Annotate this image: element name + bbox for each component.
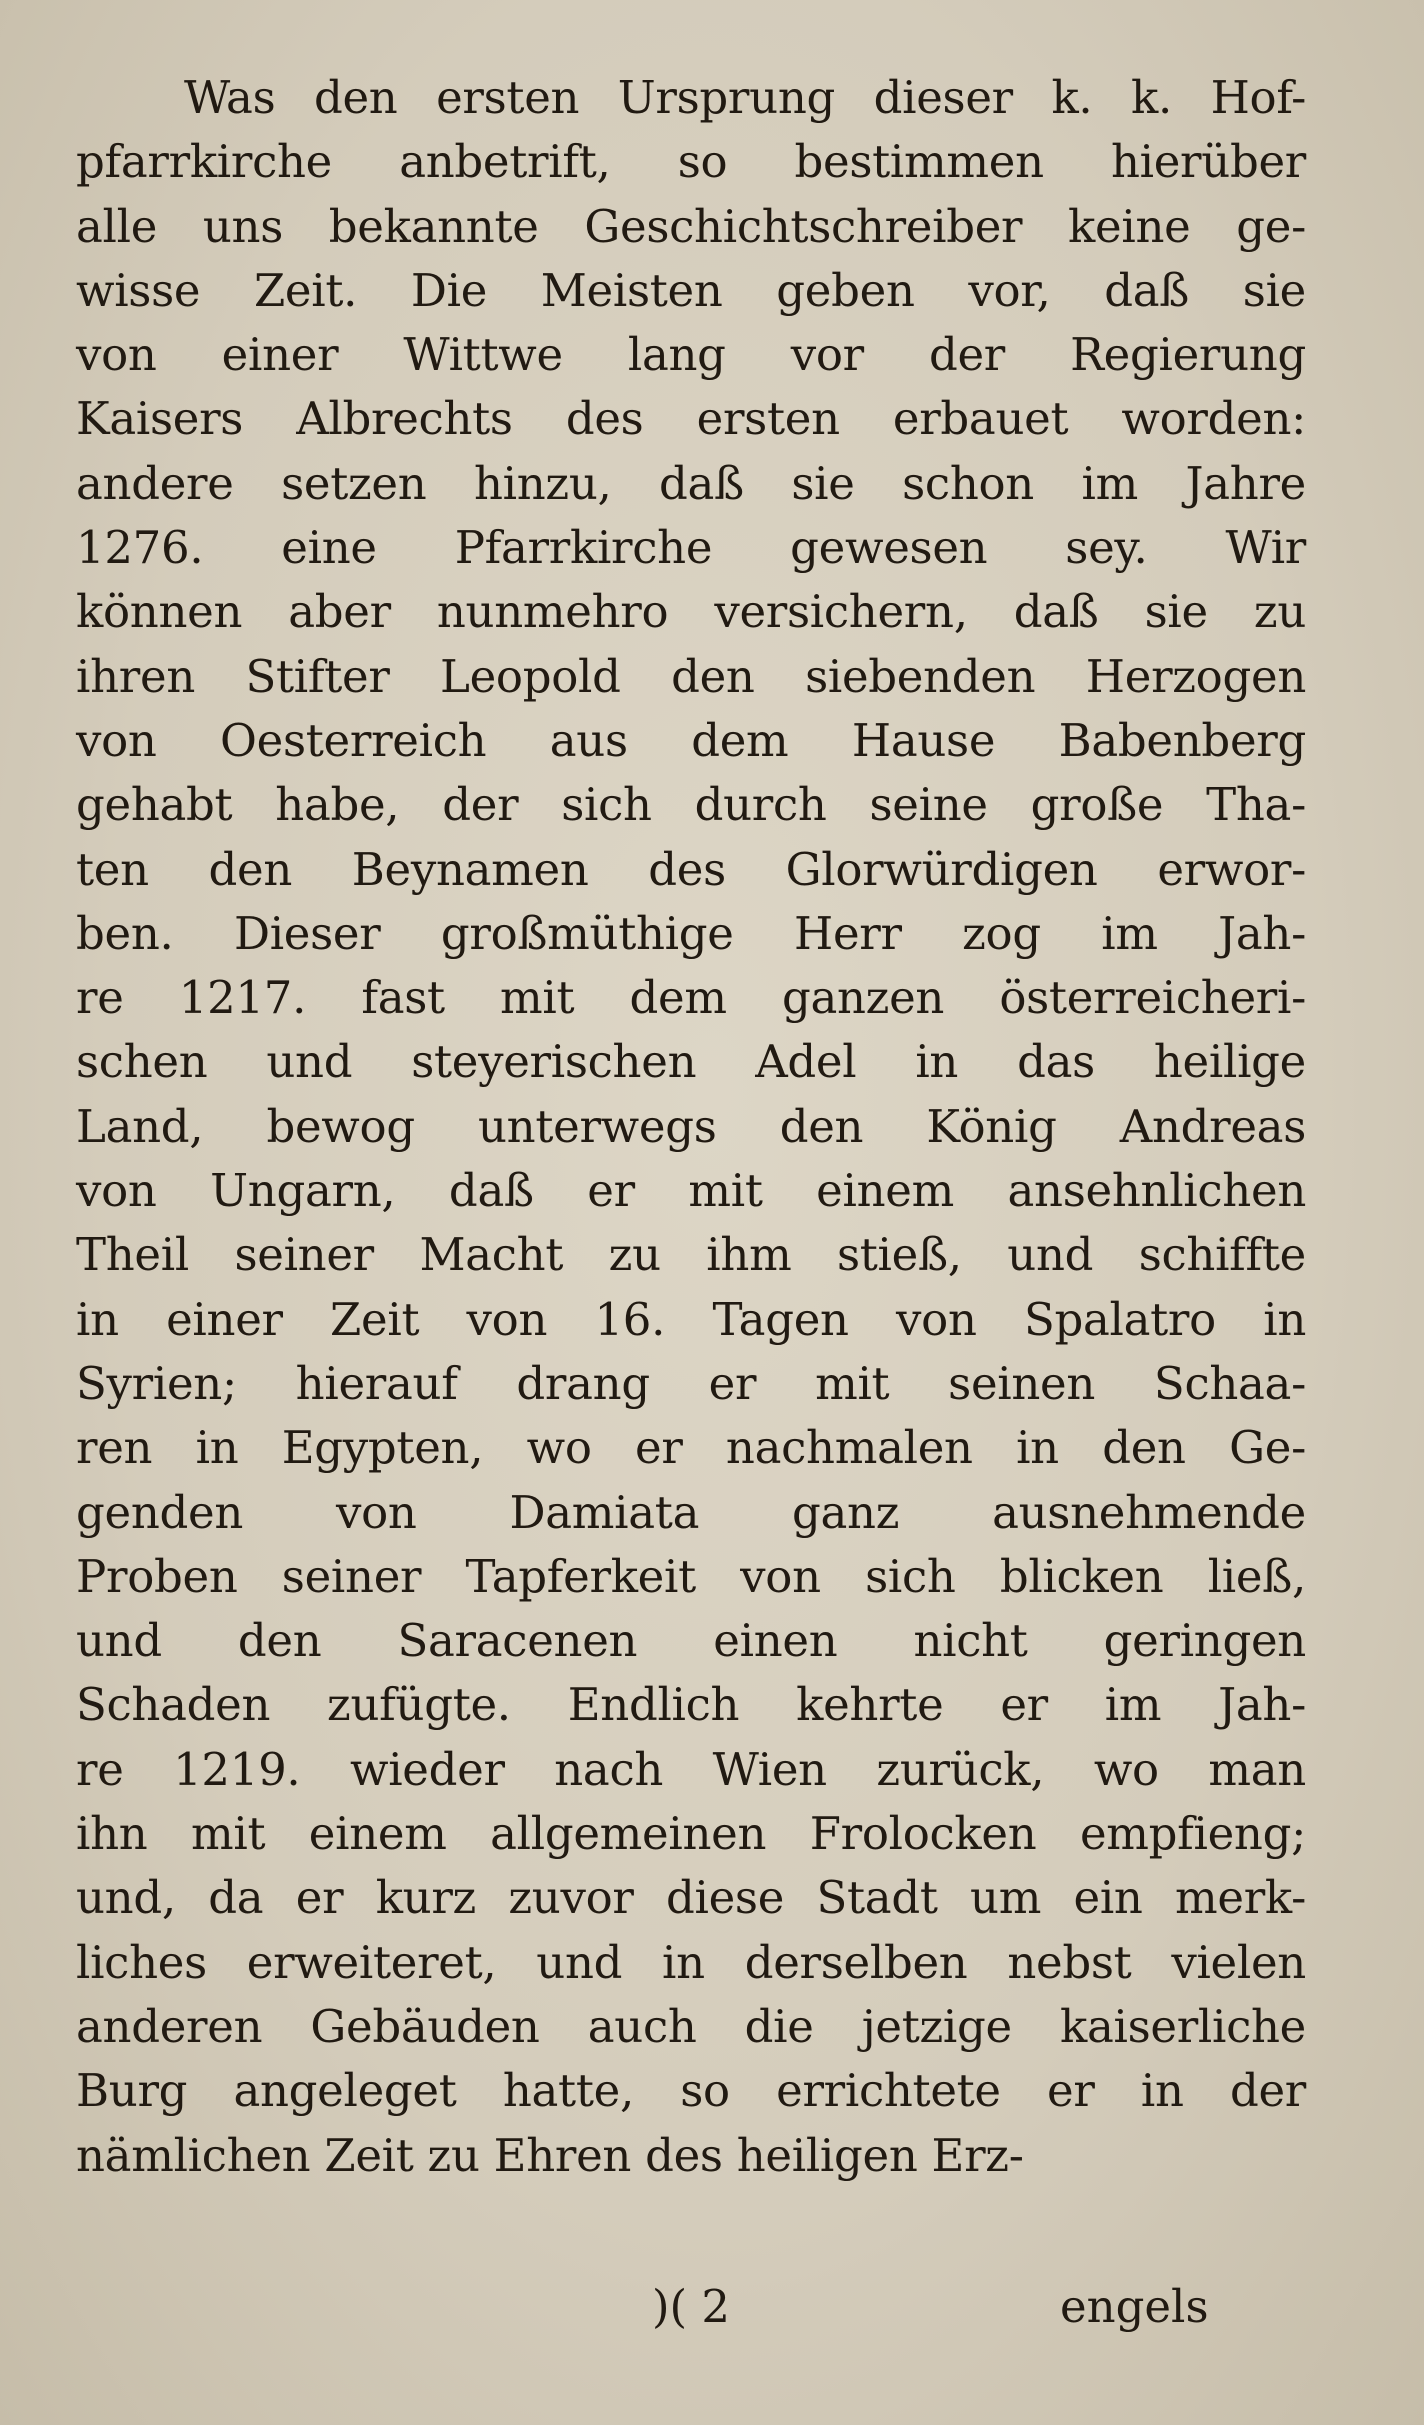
text-line: andere setzen hinzu, daß sie schon im Jahre — [76, 456, 1306, 510]
text-line: pfarrkirche anbetrift, so bestimmen hierüber — [76, 135, 1306, 189]
text-line: 1276. eine Pfarrkirche gewesen sey. Wir — [76, 521, 1306, 575]
body-text — [76, 66, 1306, 2188]
text-line: gehabt habe, der sich durch seine große Tha- — [76, 778, 1306, 832]
text-line: Theil seiner Macht zu ihm stieß, und schiffte — [76, 1228, 1306, 1282]
text-line: ben. Dieser großmüthige Herr zog im Jah- — [76, 906, 1306, 960]
text-line: wisse Zeit. Die Meisten geben vor, daß sie — [76, 263, 1306, 317]
text-line: ihn mit einem allgemeinen Frolocken empfieng; — [76, 1807, 1306, 1861]
text-line: genden von Damiata ganz ausnehmende — [76, 1485, 1306, 1539]
text-line: von Oesterreich aus dem Hause Babenberg — [76, 713, 1306, 767]
text-line: Was den ersten Ursprung dieser k. k. Hof- — [184, 71, 1306, 124]
text-line: schen und steyerischen Adel in das heilige — [76, 1035, 1306, 1089]
text-line: und, da er kurz zuvor diese Stadt um ein merk- — [76, 1871, 1306, 1925]
page-footer — [0, 2272, 1424, 2342]
text-line: und den Saracenen einen nicht geringen — [76, 1614, 1306, 1668]
text-line: ihren Stifter Leopold den siebenden Herzogen — [76, 649, 1306, 703]
text-line: von Ungarn, daß er mit einem ansehnlichen — [76, 1164, 1306, 1218]
text-line: re 1217. fast mit dem ganzen österreicheri- — [76, 971, 1306, 1025]
text-line: liches erweiteret, und in derselben nebst vielen — [76, 1935, 1306, 1989]
text-line: Schaden zufügte. Endlich kehrte er im Jah- — [76, 1678, 1306, 1732]
text-line: Burg angeleget hatte, so errichtete er in der — [76, 2064, 1306, 2118]
text-line: anderen Gebäuden auch die jetzige kaiserliche — [76, 1999, 1306, 2053]
text-line: in einer Zeit von 16. Tagen von Spalatro in — [76, 1292, 1306, 1346]
text-line: Syrien; hierauf drang er mit seinen Schaa- — [76, 1356, 1306, 1410]
text-line: können aber nunmehro versichern, daß sie zu — [76, 585, 1306, 639]
text-line: Land, bewog unterwegs den König Andreas — [76, 1099, 1306, 1153]
text-line: ten den Beynamen des Glorwürdigen erwor- — [76, 842, 1306, 896]
text-line: nämlichen Zeit zu Ehren des heiligen Erz- — [76, 2128, 1024, 2182]
text-line: ren in Egypten, wo er nachmalen in den Ge- — [76, 1421, 1306, 1475]
text-line: re 1219. wieder nach Wien zurück, wo man — [76, 1742, 1306, 1796]
text-line: Proben seiner Tapferkeit von sich blicken ließ, — [76, 1549, 1306, 1603]
text-line: alle uns bekannte Geschichtschreiber keine ge- — [76, 199, 1306, 253]
text-line: Kaisers Albrechts des ersten erbauet worden: — [76, 392, 1306, 446]
catchword: engels — [1060, 2280, 1209, 2333]
text-line: von einer Wittwe lang vor der Regierung — [76, 328, 1306, 382]
signature-mark: )( 2 — [652, 2280, 731, 2333]
